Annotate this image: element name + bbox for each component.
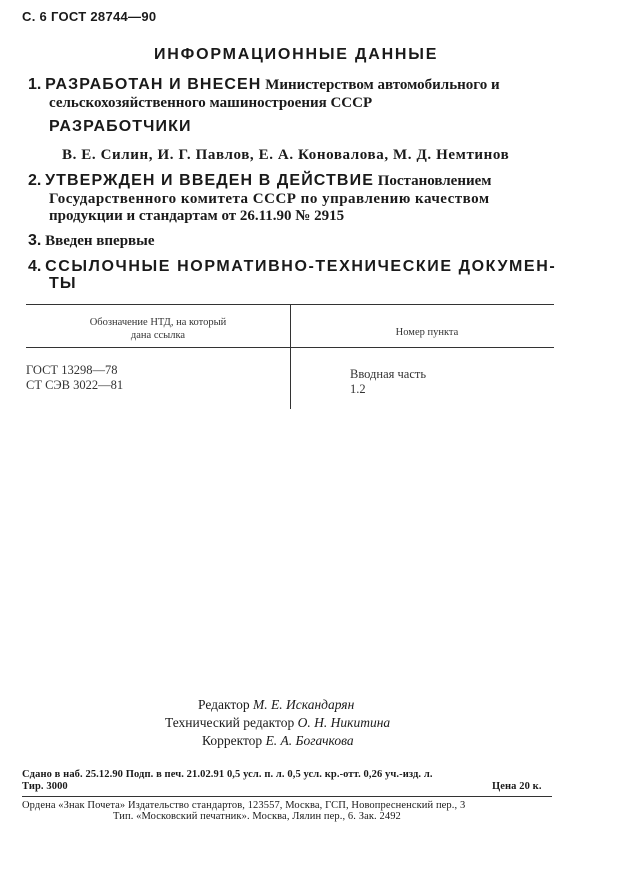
table-header-col1-line1: Обозначение НТД, на который bbox=[89, 317, 227, 328]
credit-editor-label: Редактор bbox=[198, 697, 250, 712]
imprint-line-2-right: Цена 20 к. bbox=[492, 781, 542, 792]
imprint-line-1: Сдано в наб. 25.12.90 Подп. в печ. 21.02.91 0,5 усл. п. л. 0,5 усл. кр.-отт. 0,26 уч.-изд. л. bbox=[22, 769, 433, 780]
item-4-heading-1: ССЫЛОЧНЫЕ НОРМАТИВНО-ТЕХНИЧЕСКИЕ ДОКУМЕН- bbox=[45, 258, 557, 275]
item-2-line-1 bbox=[28, 172, 492, 190]
item-2-text-2: Государственного комитета СССР по управлению качеством bbox=[49, 191, 490, 207]
item-3-line bbox=[28, 232, 155, 250]
item-2-heading: УТВЕРЖДЕН И ВВЕДЕН В ДЕЙСТВИЕ bbox=[45, 172, 374, 189]
item-4-heading-2: ТЫ bbox=[49, 275, 77, 292]
credit-corrector-label: Корректор bbox=[202, 733, 263, 748]
table-row-2-ref: 1.2 bbox=[350, 382, 366, 396]
table-column-divider bbox=[290, 305, 291, 409]
table-row-1-doc: ГОСТ 13298—78 bbox=[26, 363, 118, 377]
item-4-number: 4. bbox=[28, 258, 42, 275]
item-1-text-1: Министерством автомобильного и bbox=[265, 77, 500, 93]
table-row-1-ref: Вводная часть bbox=[350, 367, 427, 381]
credit-editor-name: М. Е. Искандарян bbox=[252, 697, 355, 712]
item-2-text-1: Постановлением bbox=[377, 173, 492, 189]
credit-corrector bbox=[202, 733, 354, 749]
table-header-col1-line2: дана ссылка bbox=[130, 330, 186, 341]
credit-tech-name: О. Н. Никитина bbox=[297, 715, 391, 730]
item-1-line-1 bbox=[28, 76, 500, 94]
item-1-text-2: сельскохозяйственного машиностроения СССР bbox=[49, 95, 373, 111]
page-header: С. 6 ГОСТ 28744—90 bbox=[22, 9, 157, 24]
item-4-line-1 bbox=[28, 258, 556, 276]
credit-tech-label: Технический редактор bbox=[165, 715, 295, 730]
imprint-line-3: Ордена «Знак Почета» Издательство стандартов, 123557, Москва, ГСП, Новопресненский пер., 3 bbox=[22, 800, 466, 811]
item-1-heading: РАЗРАБОТАН И ВНЕСЕН bbox=[45, 76, 262, 93]
item-2-number: 2. bbox=[28, 172, 42, 189]
imprint-line-4: Тип. «Московский печатник». Москва, Лялин пер., 6. Зак. 2492 bbox=[113, 811, 401, 822]
table-header-col2: Номер пункта bbox=[395, 327, 459, 338]
item-3-text: Введен впервые bbox=[45, 233, 155, 249]
imprint-line-2-left: Тир. 3000 bbox=[22, 781, 68, 792]
item-2-text-3: продукции и стандартам от 26.11.90 № 2915 bbox=[49, 208, 345, 224]
document-title: ИНФОРМАЦИОННЫЕ ДАННЫЕ bbox=[154, 46, 439, 63]
table-row-2-doc: СТ СЭВ 3022—81 bbox=[26, 378, 124, 392]
credit-tech-editor bbox=[165, 715, 390, 731]
item-3-number: 3. bbox=[28, 232, 42, 249]
developers-names: В. Е. Силин, И. Г. Павлов, Е. А. Коновалова, М. Д. Немтинов bbox=[62, 147, 510, 163]
credit-editor bbox=[198, 697, 354, 713]
developers-heading: РАЗРАБОТЧИКИ bbox=[49, 118, 192, 135]
credit-corrector-name: Е. А. Богачкова bbox=[265, 733, 354, 748]
imprint-rule bbox=[22, 796, 552, 797]
table-header-col1 bbox=[40, 316, 276, 342]
item-1-number: 1. bbox=[28, 76, 42, 93]
